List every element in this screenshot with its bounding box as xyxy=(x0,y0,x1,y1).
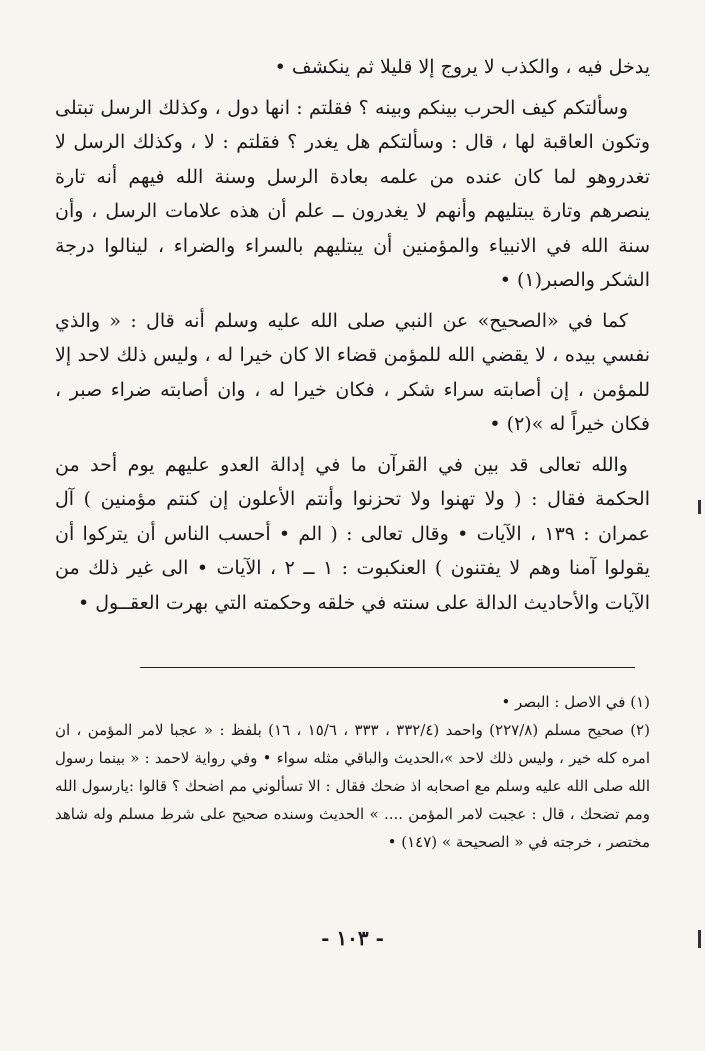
footnote-1: (١) في الاصل : البصر • xyxy=(501,693,650,711)
paragraph-quran: والله تعالى قد بين في القرآن ما في إدالة العدو عليهم يوم أحد من الحكمة فقال : ( ولا تهنوا ولا تحزنوا وأنتم الأعلون إن كنتم مؤمنين ) آل عمران : ١٣٩ ، الآيات • وقال تعالى : ( الم • أحسب الناس أن يتركوا أن يقولوا آمنا وهم لا يفتنون ) العنكبوت : ١ ــ ٢ ، الآيات • الى غير ذلك من الآيات والأحاديث الدالة على سنته في خلقه وحكمته التي بهرت العقــول • xyxy=(55,453,651,614)
footnote-divider xyxy=(140,667,635,668)
paragraph-heraclius: وسألتكم كيف الحرب بينكم وبينه ؟ فقلتم : انها دول ، وكذلك الرسل تبتلى وتكون العاقبة لها ، قال : وسألتكم هل يغدر ؟ فقلتم : لا ، وكذلك الرسل لا تغدروهو لما كان عنده من علمه بعادة الرسل وسنة الله فيهم أنه تارة ينصرهم وتارة يبتليهم وأنهم لا يغدرون ــ علم أن هذه علامات الرسل ، وأن سنة الله في الانبياء والمؤمنين أن يبتليهم بالسراء والضراء ، لينالوا درجة الشكر والصبر(١) • xyxy=(55,96,650,291)
footnote-2: (٢) صحيح مسلم (٢٢٧/٨) واحمد (٣٣٢/٤ ، ٣٣٣ ، ١٥/٦ ، ١٦) بلفظ : « عجبا لامر المؤمن ، ان امره كله خير ، وليس ذلك لاحد »،الحديث والباقي مثله سواء • وفي رواية لاحمد : « بينما رسول الله صلى الله عليه وسلم مع اصحابه اذ ضحك فقال : الا تسألوني مم اضحك ؟ قالوا :يارسول الله ومم تضحك ، قال : عجبت لامر المؤمن .... » الحديث وسنده صحيح على شرط مسلم وله شاهد مختصر ، خرجته في « الصحيحة » (١٤٧) • xyxy=(55,721,650,851)
paragraph-hadith: كما في «الصحيح» عن النبي صلى الله عليه وسلم أنه قال : « والذي نفسي بيده ، لا يقضي الله للمؤمن قضاء الا كان خيرا له ، وليس ذلك لاحد إلا للمؤمن ، إن أصابته سراء شكر ، فكان خيرا له ، وان أصابته ضراء صبر ، فكان خيراً له »(٢) • xyxy=(55,309,650,435)
footnotes xyxy=(55,688,650,856)
edge-mark xyxy=(698,930,701,948)
edge-mark xyxy=(698,500,701,514)
paragraph-continuation: يدخل فيه ، والكذب لا يروج إلا قليلا ثم ينكشف • xyxy=(274,56,650,78)
main-text xyxy=(55,50,650,620)
page-number: - ١٠٣ - xyxy=(321,926,384,950)
